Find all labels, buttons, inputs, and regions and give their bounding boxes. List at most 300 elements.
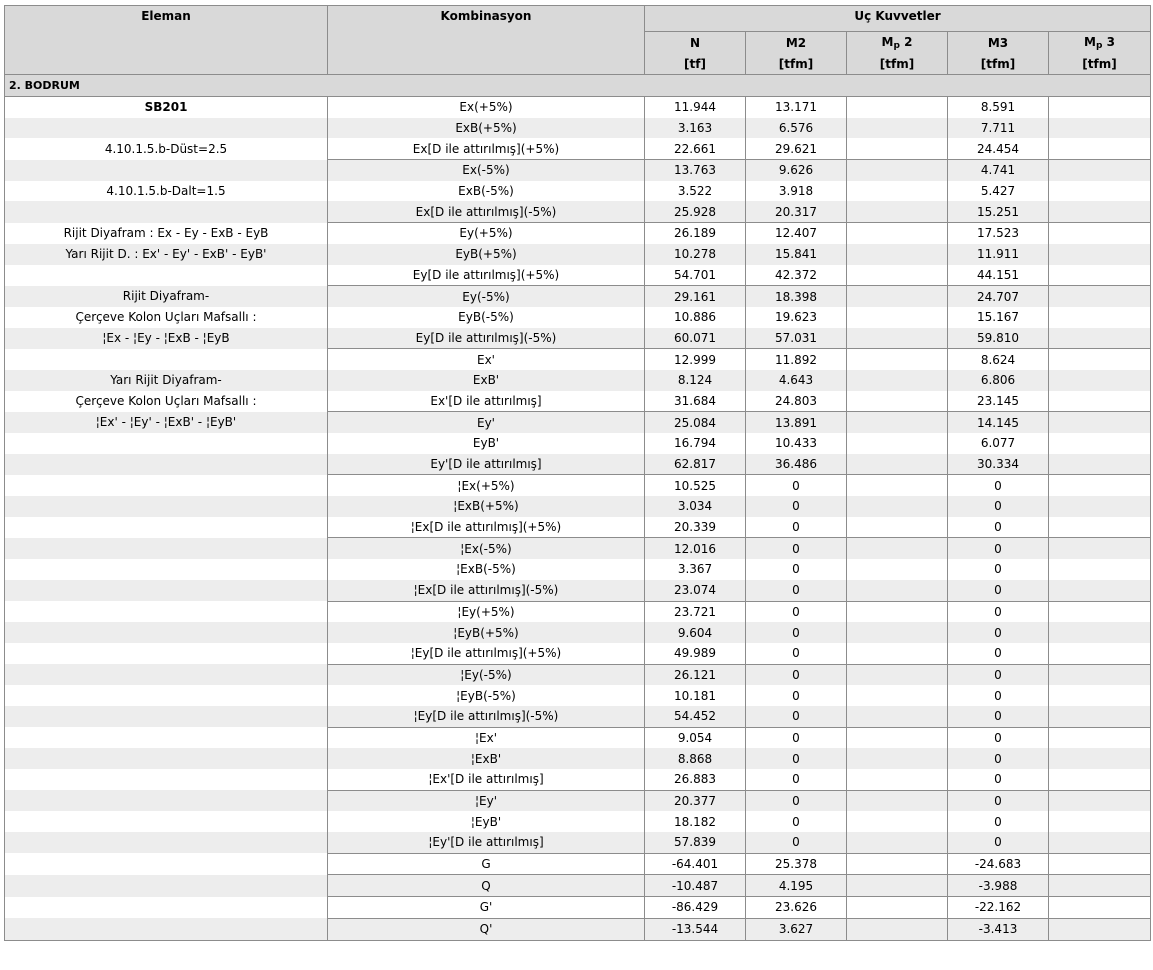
- value-cell-n: 3.163: [645, 118, 746, 139]
- table-row: [5, 748, 1151, 769]
- forces-table: [4, 5, 1151, 941]
- value-cell-m2: 0: [746, 580, 847, 601]
- element-cell: [5, 706, 328, 727]
- element-cell: [5, 918, 328, 940]
- value-cell-m2: 29.621: [746, 138, 847, 159]
- value-cell-n: 3.367: [645, 559, 746, 580]
- table-row: [5, 875, 1151, 897]
- value-cell-m2: 0: [746, 832, 847, 853]
- value-cell-n: 54.452: [645, 706, 746, 727]
- table-row: [5, 370, 1151, 391]
- value-cell-n: 10.525: [645, 475, 746, 496]
- table-row: [5, 664, 1151, 685]
- value-cell-m2: 0: [746, 496, 847, 517]
- combination-cell: ¦Ey': [328, 790, 645, 811]
- element-cell: [5, 875, 328, 897]
- column-unit-3: [tfm]: [948, 53, 1049, 75]
- value-cell-n: 8.868: [645, 748, 746, 769]
- value-cell-n: 25.928: [645, 201, 746, 222]
- value-cell-m3: 6.806: [948, 370, 1049, 391]
- value-cell-m3: 0: [948, 559, 1049, 580]
- table-row: [5, 790, 1151, 811]
- column-name: M: [881, 34, 894, 49]
- value-cell-mp2: [847, 769, 948, 790]
- value-cell-m3: 0: [948, 685, 1049, 706]
- combination-cell: ¦Ey'[D ile attırılmış]: [328, 832, 645, 853]
- value-cell-mp2: [847, 454, 948, 475]
- element-cell: Rijit Diyafram : Ex - Ey - ExB - EyB: [5, 223, 328, 244]
- value-cell-mp2: [847, 622, 948, 643]
- value-cell-mp3: [1049, 328, 1151, 349]
- value-cell-mp2: [847, 685, 948, 706]
- value-cell-mp2: [847, 328, 948, 349]
- value-cell-mp3: [1049, 811, 1151, 832]
- value-cell-m3: 0: [948, 748, 1049, 769]
- value-cell-m2: 0: [746, 517, 847, 538]
- element-cell: Yarı Rijit D. : Ex' - Ey' - ExB' - EyB': [5, 244, 328, 265]
- combination-cell: ¦ExB(-5%): [328, 559, 645, 580]
- value-cell-m3: 0: [948, 601, 1049, 622]
- table-row: [5, 517, 1151, 538]
- value-cell-mp2: [847, 160, 948, 181]
- combination-cell: Ey'[D ile attırılmış]: [328, 454, 645, 475]
- value-cell-n: 23.721: [645, 601, 746, 622]
- value-cell-m3: -22.162: [948, 897, 1049, 919]
- value-cell-mp3: [1049, 244, 1151, 265]
- combination-cell: ¦Ey[D ile attırılmış](-5%): [328, 706, 645, 727]
- value-cell-mp3: [1049, 897, 1151, 919]
- value-cell-m3: 8.591: [948, 97, 1049, 118]
- value-cell-mp3: [1049, 349, 1151, 370]
- value-cell-mp3: [1049, 307, 1151, 328]
- value-cell-n: 22.661: [645, 138, 746, 159]
- value-cell-m3: 0: [948, 664, 1049, 685]
- value-cell-mp2: [847, 391, 948, 412]
- combination-cell: EyB(+5%): [328, 244, 645, 265]
- value-cell-m2: 0: [746, 706, 847, 727]
- value-cell-mp3: [1049, 622, 1151, 643]
- value-cell-m2: 10.433: [746, 433, 847, 454]
- value-cell-mp2: [847, 265, 948, 286]
- value-cell-mp2: [847, 433, 948, 454]
- column-unit-2: [tfm]: [847, 53, 948, 75]
- value-cell-mp3: [1049, 875, 1151, 897]
- table-row: [5, 307, 1151, 328]
- combination-cell: ExB(+5%): [328, 118, 645, 139]
- element-cell: [5, 265, 328, 286]
- element-cell: [5, 517, 328, 538]
- element-cell: [5, 811, 328, 832]
- value-cell-m3: 7.711: [948, 118, 1049, 139]
- value-cell-m3: 8.624: [948, 349, 1049, 370]
- value-cell-mp2: [847, 601, 948, 622]
- value-cell-m3: 44.151: [948, 265, 1049, 286]
- element-cell: SB201: [5, 97, 328, 118]
- header-kombinasyon: Kombinasyon: [328, 6, 645, 75]
- table-row: [5, 454, 1151, 475]
- element-cell: Çerçeve Kolon Uçları Mafsallı :: [5, 307, 328, 328]
- value-cell-mp3: [1049, 685, 1151, 706]
- value-cell-mp3: [1049, 832, 1151, 853]
- value-cell-m3: 0: [948, 811, 1049, 832]
- combination-cell: ¦Ey(-5%): [328, 664, 645, 685]
- value-cell-m2: 0: [746, 622, 847, 643]
- combination-cell: Ex'[D ile attırılmış]: [328, 391, 645, 412]
- combination-cell: Ex(+5%): [328, 97, 645, 118]
- value-cell-m3: 0: [948, 727, 1049, 748]
- value-cell-mp2: [847, 643, 948, 664]
- value-cell-m2: 42.372: [746, 265, 847, 286]
- table-row: [5, 685, 1151, 706]
- value-cell-m2: 0: [746, 643, 847, 664]
- combination-cell: G': [328, 897, 645, 919]
- value-cell-m2: 3.918: [746, 181, 847, 202]
- table-row: [5, 181, 1151, 202]
- value-cell-m3: 24.454: [948, 138, 1049, 159]
- element-cell: [5, 580, 328, 601]
- value-cell-m2: 20.317: [746, 201, 847, 222]
- header-uc-kuvvetler: Uç Kuvvetler: [645, 6, 1151, 32]
- value-cell-mp3: [1049, 412, 1151, 433]
- value-cell-mp3: [1049, 454, 1151, 475]
- section-title: 2. BODRUM: [5, 75, 1151, 97]
- value-cell-m3: 17.523: [948, 223, 1049, 244]
- table-row: [5, 223, 1151, 244]
- value-cell-n: -10.487: [645, 875, 746, 897]
- combination-cell: ¦EyB(+5%): [328, 622, 645, 643]
- element-cell: [5, 748, 328, 769]
- element-cell: 4.10.1.5.b-Düst=2.5: [5, 138, 328, 159]
- table-row: [5, 412, 1151, 433]
- value-cell-mp2: [847, 748, 948, 769]
- value-cell-mp2: [847, 790, 948, 811]
- element-cell: Yarı Rijit Diyafram-: [5, 370, 328, 391]
- value-cell-mp2: [847, 370, 948, 391]
- value-cell-mp3: [1049, 433, 1151, 454]
- table-row: [5, 349, 1151, 370]
- value-cell-n: 31.684: [645, 391, 746, 412]
- value-cell-m2: 0: [746, 559, 847, 580]
- column-name: M2: [785, 35, 807, 50]
- table-row: [5, 391, 1151, 412]
- value-cell-n: -86.429: [645, 897, 746, 919]
- table-row: [5, 286, 1151, 307]
- value-cell-m3: 0: [948, 769, 1049, 790]
- combination-cell: EyB(-5%): [328, 307, 645, 328]
- value-cell-mp3: [1049, 790, 1151, 811]
- value-cell-mp3: [1049, 769, 1151, 790]
- value-cell-m2: 13.171: [746, 97, 847, 118]
- combination-cell: Ex[D ile attırılmış](+5%): [328, 138, 645, 159]
- element-cell: [5, 559, 328, 580]
- column-name: M3: [987, 35, 1009, 50]
- combination-cell: ExB(-5%): [328, 181, 645, 202]
- value-cell-mp3: [1049, 748, 1151, 769]
- value-cell-n: 9.054: [645, 727, 746, 748]
- value-cell-n: 12.999: [645, 349, 746, 370]
- value-cell-mp3: [1049, 265, 1151, 286]
- value-cell-mp2: [847, 496, 948, 517]
- value-cell-mp2: [847, 517, 948, 538]
- column-header-1: [746, 32, 847, 54]
- table-row: [5, 475, 1151, 496]
- table-row: [5, 706, 1151, 727]
- combination-cell: ¦Ex': [328, 727, 645, 748]
- value-cell-m2: 15.841: [746, 244, 847, 265]
- value-cell-m3: 5.427: [948, 181, 1049, 202]
- value-cell-m3: 4.741: [948, 160, 1049, 181]
- value-cell-mp3: [1049, 580, 1151, 601]
- value-cell-mp2: [847, 118, 948, 139]
- value-cell-m2: 0: [746, 748, 847, 769]
- value-cell-mp2: [847, 538, 948, 559]
- value-cell-m2: 0: [746, 769, 847, 790]
- value-cell-mp2: [847, 832, 948, 853]
- value-cell-n: 3.522: [645, 181, 746, 202]
- value-cell-m3: 0: [948, 580, 1049, 601]
- value-cell-mp2: [847, 897, 948, 919]
- value-cell-n: 8.124: [645, 370, 746, 391]
- element-cell: [5, 685, 328, 706]
- value-cell-m2: 25.378: [746, 853, 847, 875]
- value-cell-m3: 0: [948, 790, 1049, 811]
- value-cell-m2: 36.486: [746, 454, 847, 475]
- element-cell: [5, 538, 328, 559]
- value-cell-mp2: [847, 475, 948, 496]
- table-row: [5, 201, 1151, 222]
- column-header-4: [1049, 32, 1151, 54]
- element-cell: [5, 433, 328, 454]
- value-cell-mp3: [1049, 160, 1151, 181]
- value-cell-n: 57.839: [645, 832, 746, 853]
- value-cell-m3: 0: [948, 832, 1049, 853]
- column-header-3: [948, 32, 1049, 54]
- value-cell-mp3: [1049, 538, 1151, 559]
- combination-cell: ¦EyB(-5%): [328, 685, 645, 706]
- combination-cell: Q: [328, 875, 645, 897]
- element-cell: [5, 160, 328, 181]
- value-cell-mp2: [847, 727, 948, 748]
- value-cell-mp3: [1049, 853, 1151, 875]
- value-cell-m2: 13.891: [746, 412, 847, 433]
- value-cell-m2: 12.407: [746, 223, 847, 244]
- value-cell-mp2: [847, 181, 948, 202]
- value-cell-mp3: [1049, 643, 1151, 664]
- value-cell-n: 11.944: [645, 97, 746, 118]
- table-row: [5, 496, 1151, 517]
- column-header-2: [847, 32, 948, 54]
- table-row: [5, 769, 1151, 790]
- combination-cell: Ex': [328, 349, 645, 370]
- value-cell-mp3: [1049, 559, 1151, 580]
- table-row: [5, 328, 1151, 349]
- value-cell-mp3: [1049, 286, 1151, 307]
- combination-cell: Q': [328, 918, 645, 940]
- value-cell-n: 26.121: [645, 664, 746, 685]
- combination-cell: ¦Ex'[D ile attırılmış]: [328, 769, 645, 790]
- table-row: [5, 433, 1151, 454]
- value-cell-m2: 24.803: [746, 391, 847, 412]
- value-cell-mp2: [847, 811, 948, 832]
- column-suffix: 3: [1102, 34, 1115, 49]
- value-cell-mp3: [1049, 601, 1151, 622]
- table-row: [5, 601, 1151, 622]
- table-row: [5, 897, 1151, 919]
- value-cell-m2: 0: [746, 538, 847, 559]
- table-row: [5, 853, 1151, 875]
- value-cell-mp2: [847, 580, 948, 601]
- element-cell: [5, 475, 328, 496]
- value-cell-m2: 0: [746, 685, 847, 706]
- column-subscript: p: [893, 40, 900, 51]
- value-cell-n: 3.034: [645, 496, 746, 517]
- element-cell: [5, 790, 328, 811]
- table-row: [5, 727, 1151, 748]
- value-cell-n: 16.794: [645, 433, 746, 454]
- value-cell-n: 62.817: [645, 454, 746, 475]
- value-cell-m3: 0: [948, 706, 1049, 727]
- combination-cell: Ey[D ile attırılmış](-5%): [328, 328, 645, 349]
- column-name: M: [1084, 34, 1096, 49]
- value-cell-mp3: [1049, 496, 1151, 517]
- combination-cell: Ey[D ile attırılmış](+5%): [328, 265, 645, 286]
- column-subscript: p: [1096, 40, 1103, 51]
- element-cell: [5, 853, 328, 875]
- table-row: [5, 138, 1151, 159]
- table-row: [5, 832, 1151, 853]
- element-cell: ¦Ex' - ¦Ey' - ¦ExB' - ¦EyB': [5, 412, 328, 433]
- value-cell-m3: 15.251: [948, 201, 1049, 222]
- value-cell-n: 9.604: [645, 622, 746, 643]
- value-cell-m2: 4.643: [746, 370, 847, 391]
- value-cell-mp2: [847, 918, 948, 940]
- value-cell-n: 13.763: [645, 160, 746, 181]
- element-cell: [5, 118, 328, 139]
- value-cell-m3: -24.683: [948, 853, 1049, 875]
- value-cell-m2: 0: [746, 601, 847, 622]
- value-cell-mp3: [1049, 475, 1151, 496]
- value-cell-mp3: [1049, 727, 1151, 748]
- combination-cell: Ey': [328, 412, 645, 433]
- value-cell-mp2: [847, 706, 948, 727]
- value-cell-m2: 11.892: [746, 349, 847, 370]
- element-cell: [5, 643, 328, 664]
- value-cell-mp2: [847, 223, 948, 244]
- value-cell-m3: 0: [948, 643, 1049, 664]
- table-row: [5, 643, 1151, 664]
- combination-cell: Ex(-5%): [328, 160, 645, 181]
- value-cell-m2: 0: [746, 475, 847, 496]
- value-cell-n: 26.883: [645, 769, 746, 790]
- value-cell-m2: 0: [746, 790, 847, 811]
- value-cell-mp2: [847, 286, 948, 307]
- value-cell-m2: 4.195: [746, 875, 847, 897]
- combination-cell: ¦EyB': [328, 811, 645, 832]
- value-cell-mp2: [847, 559, 948, 580]
- combination-cell: Ey(+5%): [328, 223, 645, 244]
- element-cell: [5, 496, 328, 517]
- value-cell-mp2: [847, 875, 948, 897]
- value-cell-m3: 24.707: [948, 286, 1049, 307]
- value-cell-m3: 0: [948, 496, 1049, 517]
- table-row: [5, 265, 1151, 286]
- value-cell-mp3: [1049, 391, 1151, 412]
- column-header-0: [645, 32, 746, 54]
- value-cell-m3: 0: [948, 517, 1049, 538]
- element-cell: [5, 727, 328, 748]
- table-row: [5, 559, 1151, 580]
- value-cell-n: 25.084: [645, 412, 746, 433]
- value-cell-m3: 23.145: [948, 391, 1049, 412]
- value-cell-mp2: [847, 307, 948, 328]
- column-unit-4: [tfm]: [1049, 53, 1151, 75]
- value-cell-m2: 0: [746, 811, 847, 832]
- value-cell-mp3: [1049, 181, 1151, 202]
- value-cell-n: 12.016: [645, 538, 746, 559]
- value-cell-m3: 14.145: [948, 412, 1049, 433]
- value-cell-mp3: [1049, 706, 1151, 727]
- table-row: [5, 538, 1151, 559]
- value-cell-m3: 30.334: [948, 454, 1049, 475]
- combination-cell: ¦Ex(-5%): [328, 538, 645, 559]
- value-cell-n: -64.401: [645, 853, 746, 875]
- value-cell-m3: 0: [948, 475, 1049, 496]
- value-cell-n: 10.278: [645, 244, 746, 265]
- value-cell-m3: 0: [948, 622, 1049, 643]
- value-cell-m3: -3.413: [948, 918, 1049, 940]
- value-cell-m3: 6.077: [948, 433, 1049, 454]
- value-cell-m3: 0: [948, 538, 1049, 559]
- table-row: [5, 580, 1151, 601]
- column-suffix: 2: [899, 34, 913, 49]
- combination-cell: Ey(-5%): [328, 286, 645, 307]
- value-cell-n: 26.189: [645, 223, 746, 244]
- value-cell-m3: 15.167: [948, 307, 1049, 328]
- combination-cell: Ex[D ile attırılmış](-5%): [328, 201, 645, 222]
- element-cell: [5, 664, 328, 685]
- table-row: [5, 97, 1151, 118]
- value-cell-m2: 18.398: [746, 286, 847, 307]
- value-cell-mp3: [1049, 223, 1151, 244]
- column-unit-0: [tf]: [645, 53, 746, 75]
- value-cell-mp2: [847, 853, 948, 875]
- value-cell-mp2: [847, 244, 948, 265]
- combination-cell: ¦Ex[D ile attırılmış](-5%): [328, 580, 645, 601]
- table-row: [5, 622, 1151, 643]
- value-cell-mp2: [847, 201, 948, 222]
- element-cell: [5, 769, 328, 790]
- value-cell-mp3: [1049, 118, 1151, 139]
- value-cell-n: 10.886: [645, 307, 746, 328]
- combination-cell: ExB': [328, 370, 645, 391]
- value-cell-n: 49.989: [645, 643, 746, 664]
- value-cell-m2: 19.623: [746, 307, 847, 328]
- element-cell: [5, 349, 328, 370]
- combination-cell: ¦Ey[D ile attırılmış](+5%): [328, 643, 645, 664]
- value-cell-mp3: [1049, 138, 1151, 159]
- value-cell-n: 18.182: [645, 811, 746, 832]
- element-cell: Rijit Diyafram-: [5, 286, 328, 307]
- value-cell-mp3: [1049, 517, 1151, 538]
- element-cell: [5, 601, 328, 622]
- element-cell: [5, 832, 328, 853]
- value-cell-n: 20.339: [645, 517, 746, 538]
- value-cell-mp2: [847, 412, 948, 433]
- header-eleman: Eleman: [5, 6, 328, 75]
- element-cell: 4.10.1.5.b-Dalt=1.5: [5, 181, 328, 202]
- value-cell-m2: 9.626: [746, 160, 847, 181]
- table-row: [5, 160, 1151, 181]
